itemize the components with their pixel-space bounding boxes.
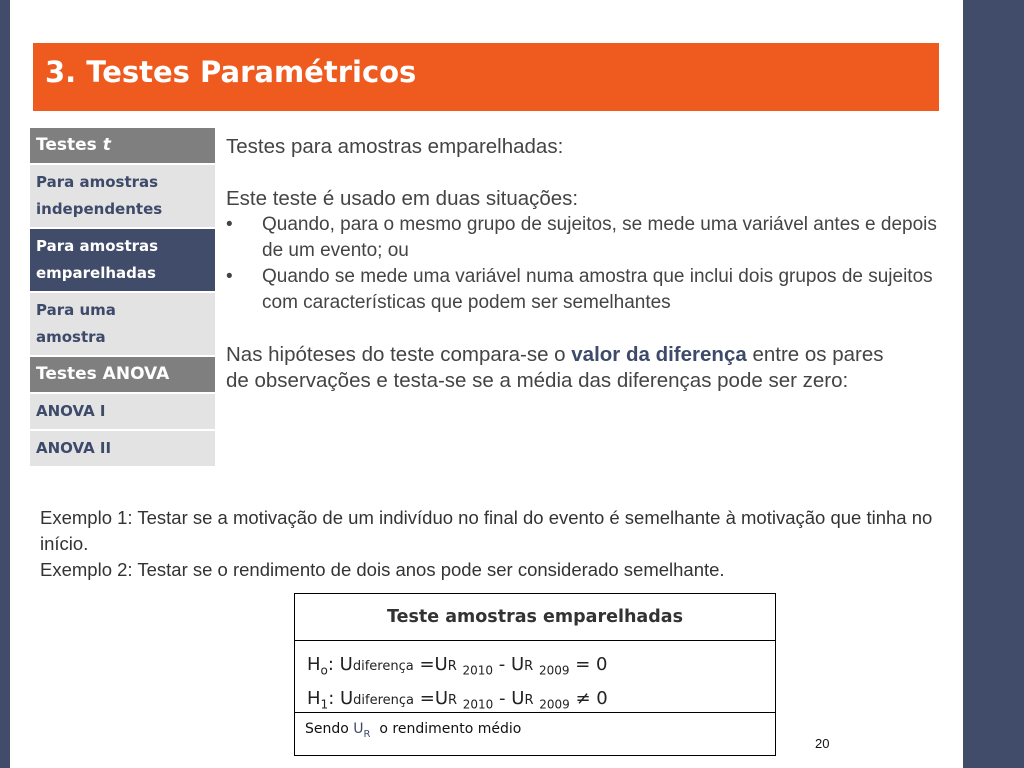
nav-item-anova-1[interactable]: ANOVA I xyxy=(30,394,215,431)
r-label: R xyxy=(524,659,534,674)
hypothesis-note xyxy=(295,713,775,755)
nav-item-line: Para uma xyxy=(36,301,116,319)
bullet-text: Quando, para o mesmo grupo de sujeitos, se mede uma variável antes e depois de um evento; ou xyxy=(262,214,937,261)
slide-title: 3. Testes Paramétricos xyxy=(45,55,417,89)
hyp-text-bold: valor da diferença xyxy=(571,343,747,366)
note-u: U xyxy=(353,721,364,737)
page-number: 20 xyxy=(815,736,830,751)
situation-list xyxy=(226,212,946,316)
side-navigation xyxy=(30,128,215,468)
nav-header-t-letter: t xyxy=(102,135,111,155)
year-subscript: 2010 xyxy=(462,663,494,678)
hypothesis-rows xyxy=(295,641,775,713)
year-subscript: 2009 xyxy=(538,663,570,678)
note-suffix: o rendimento médio xyxy=(370,721,522,737)
content-intro: Este teste é usado em duas situações: xyxy=(226,187,579,210)
eq-u: =U xyxy=(414,687,448,709)
nav-item-line: amostra xyxy=(36,328,106,346)
u-symbol: : U xyxy=(328,687,354,709)
note-prefix: Sendo xyxy=(305,721,354,737)
year-subscript: 2009 xyxy=(539,697,570,712)
nav-item-line: emparelhadas xyxy=(36,264,156,282)
nav-item-uma-amostra[interactable] xyxy=(30,293,215,357)
relation: = 0 xyxy=(569,654,608,675)
eq-u: =U xyxy=(413,654,448,675)
hypothesis-table xyxy=(294,593,776,756)
h0-line xyxy=(307,651,763,685)
bullet-text: Quando se mede uma variável numa amostra que inclui dois grupos de sujeitos com características que podem ser semelhantes xyxy=(262,266,933,313)
hyp-text-before: Nas hipóteses do teste compara-se o xyxy=(226,343,572,366)
nav-item-line: Para amostras xyxy=(36,173,159,191)
r-label: R xyxy=(524,692,534,708)
example-2: Exemplo 2: Testar se o rendimento de dois anos pode ser considerado semelhante. xyxy=(40,559,725,580)
h-letter: H xyxy=(307,654,321,675)
nav-item-line: independentes xyxy=(36,200,163,218)
r-label: R xyxy=(447,659,457,674)
u-symbol: : U xyxy=(327,654,353,675)
left-accent-strip xyxy=(0,0,10,768)
title-bar xyxy=(33,43,939,111)
nav-header-testes-t[interactable] xyxy=(30,128,215,165)
nav-item-line: Para amostras xyxy=(36,237,159,255)
year-subscript: 2010 xyxy=(462,697,494,712)
nav-header-prefix: Testes xyxy=(36,135,103,155)
h-letter: H xyxy=(307,687,321,709)
list-item xyxy=(226,212,946,264)
diff-label: diferença xyxy=(353,692,415,708)
hypothesis-table-header: Teste amostras emparelhadas xyxy=(295,594,775,641)
minus-u: - U xyxy=(493,654,525,675)
hyp-text-after: entre os pares de observações e testa-se se a média das diferenças pode ser zero: xyxy=(226,343,884,392)
minus-u: - U xyxy=(493,687,525,709)
hypothesis-explanation xyxy=(226,342,886,394)
relation: ≠ 0 xyxy=(569,687,608,709)
main-content xyxy=(226,134,946,394)
bullet-icon: • xyxy=(226,266,233,287)
list-item xyxy=(226,264,946,316)
example-1: Exemplo 1: Testar se a motivação de um indivíduo no final do evento é semelhante à motivação que tinha no início. xyxy=(40,507,933,554)
note-r: R xyxy=(363,728,371,740)
nav-item-independentes[interactable] xyxy=(30,165,215,229)
h-subscript: 1 xyxy=(320,697,329,712)
h-subscript: o xyxy=(320,663,328,678)
diff-label: diferença xyxy=(352,659,414,674)
right-side-panel xyxy=(963,0,1024,768)
nav-item-emparelhadas[interactable] xyxy=(30,229,215,293)
r-label: R xyxy=(448,692,458,708)
examples-block xyxy=(40,505,950,583)
nav-item-anova-2[interactable]: ANOVA II xyxy=(30,431,215,468)
content-heading: Testes para amostras emparelhadas: xyxy=(226,135,564,158)
bullet-icon: • xyxy=(226,214,233,235)
nav-header-anova[interactable]: Testes ANOVA xyxy=(30,357,215,394)
